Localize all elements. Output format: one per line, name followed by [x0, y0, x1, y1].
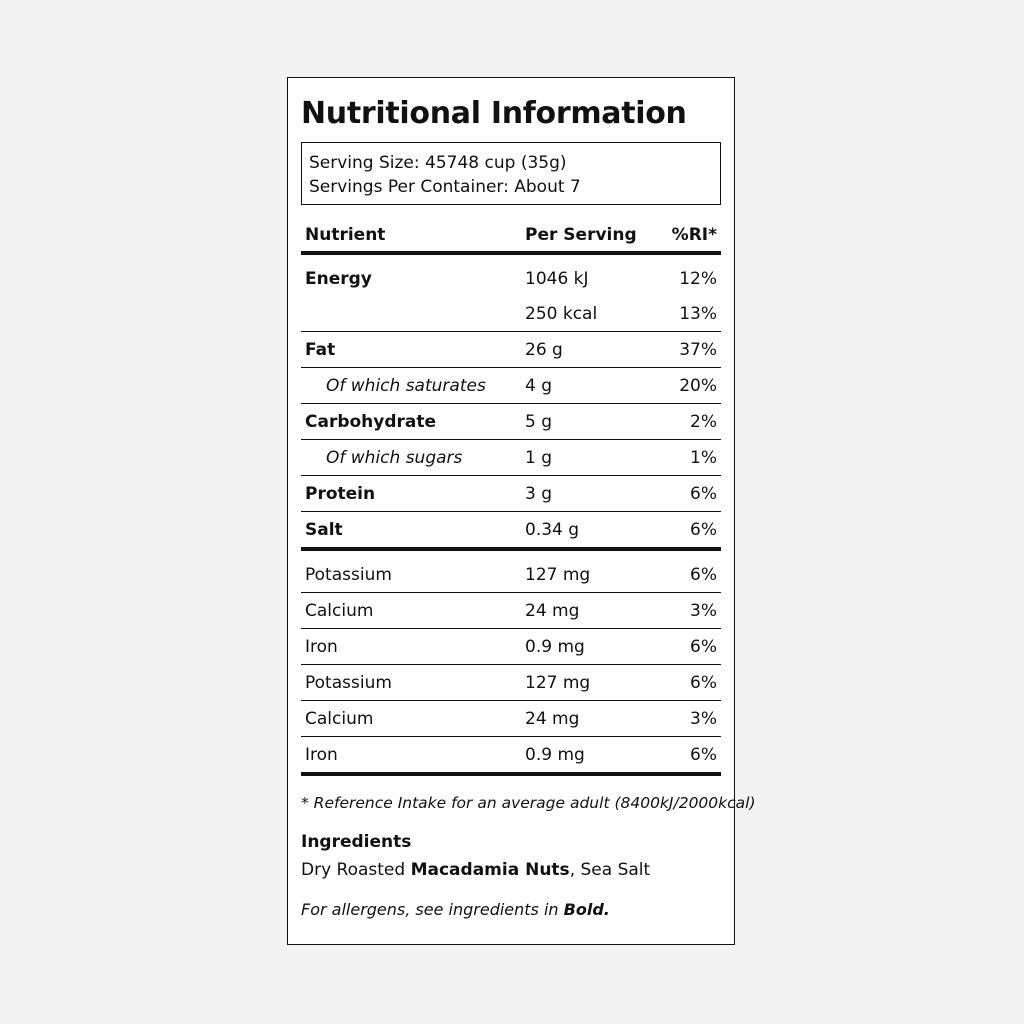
nutrient-name: Protein — [301, 476, 521, 512]
nutrient-ri: 20% — [637, 368, 721, 404]
mineral-name: Calcium — [301, 701, 521, 737]
table-row — [301, 665, 721, 701]
nutrient-name: Fat — [301, 332, 521, 368]
table-row — [301, 549, 721, 593]
header-nutrient: Nutrient — [301, 219, 521, 253]
nutrient-value: 1 g — [521, 440, 637, 476]
table-header-row — [301, 219, 721, 253]
mineral-name: Iron — [301, 737, 521, 775]
nutrient-ri: 37% — [637, 332, 721, 368]
mineral-ri: 6% — [637, 549, 721, 593]
nutrient-ri: 12% — [679, 268, 717, 289]
ingredients-allergen-bold: Macadamia Nuts — [410, 860, 570, 880]
nutrition-table — [301, 219, 721, 776]
mineral-ri: 6% — [637, 737, 721, 775]
mineral-ri: 3% — [637, 701, 721, 737]
nutrient-name: Of which sugars — [301, 440, 521, 476]
nutrient-name: Salt — [301, 512, 521, 550]
serving-info-box — [301, 142, 721, 205]
ingredients-part: , Sea Salt — [569, 860, 651, 880]
nutrient-ri: 6% — [637, 476, 721, 512]
nutrient-name: Carbohydrate — [301, 404, 521, 440]
ingredients-text — [301, 860, 721, 880]
label-title: Nutritional Information — [301, 96, 687, 131]
mineral-name: Calcium — [301, 593, 521, 629]
table-row — [301, 701, 721, 737]
mineral-ri: 3% — [637, 593, 721, 629]
nutrient-name: Energy — [305, 268, 372, 289]
nutrient-ri: 2% — [637, 404, 721, 440]
nutrition-label — [287, 77, 756, 945]
nutrient-value: 5 g — [521, 404, 637, 440]
nutrient-value: 3 g — [521, 476, 637, 512]
header-per-serving: Per Serving — [521, 219, 637, 253]
servings-per-container: Servings Per Container: About 7 — [309, 177, 581, 197]
table-row — [301, 512, 721, 550]
mineral-name: Potassium — [301, 549, 521, 593]
nutrient-value: 1046 kJ — [525, 268, 589, 289]
serving-size: Serving Size: 45748 cup (35g) — [309, 153, 567, 173]
nutrient-value: 4 g — [521, 368, 637, 404]
mineral-value: 0.9 mg — [521, 629, 637, 665]
nutrient-ri: 6% — [637, 512, 721, 550]
nutrient-value: 0.34 g — [521, 512, 637, 550]
table-row — [301, 404, 721, 440]
table-row — [301, 368, 721, 404]
nutrient-name-empty — [301, 296, 521, 332]
allergen-bold: Bold. — [563, 900, 610, 919]
nutrient-value: 26 g — [521, 332, 637, 368]
ingredients-part: Dry Roasted — [301, 860, 411, 880]
nutrient-ri: 13% — [679, 303, 717, 324]
allergen-note — [301, 900, 721, 919]
nutrient-value: 250 kcal — [525, 303, 598, 324]
table-row — [301, 629, 721, 665]
mineral-name: Potassium — [301, 665, 521, 701]
nutrient-name: Of which saturates — [301, 368, 521, 404]
table-row — [301, 737, 721, 775]
table-row-energy-kcal — [301, 296, 721, 332]
table-row — [301, 440, 721, 476]
mineral-value: 0.9 mg — [521, 737, 637, 775]
ingredients-heading: Ingredients — [301, 832, 412, 852]
mineral-name: Iron — [301, 629, 521, 665]
allergen-text: For allergens, see ingredients in — [301, 900, 564, 919]
mineral-ri: 6% — [637, 629, 721, 665]
reference-intake-footnote: * Reference Intake for an average adult (8400kJ/2000kcal) — [301, 794, 756, 812]
table-row — [301, 593, 721, 629]
mineral-value: 127 mg — [521, 665, 637, 701]
table-row — [301, 476, 721, 512]
table-row — [301, 332, 721, 368]
header-ri: %RI* — [637, 219, 721, 253]
mineral-ri: 6% — [637, 665, 721, 701]
nutrient-ri: 1% — [637, 440, 721, 476]
mineral-value: 24 mg — [521, 701, 637, 737]
mineral-value: 24 mg — [521, 593, 637, 629]
mineral-value: 127 mg — [521, 549, 637, 593]
table-row-energy-kj — [301, 253, 721, 296]
